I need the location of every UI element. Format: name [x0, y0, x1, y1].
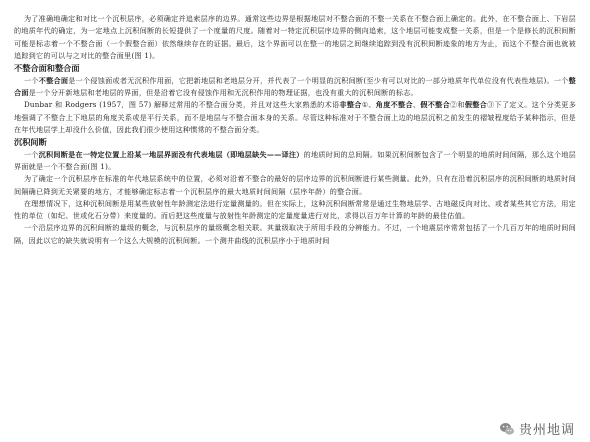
- paragraph-unconformity-definition: 一个不整合面是一个侵蚀面或者无沉积作用面，它把新地层和老地层分开，并代表了一个明显的沉积间断(至少有可以对比的一部分地质年代单位没有代表性地层)。一个整合面是一个分开新地层和老地层的界面，但是沿着它没有侵蚀作用和无沉积作用的物理证据，也没有重大的沉积间断的标志。: [14, 75, 577, 97]
- wechat-icon: [499, 421, 515, 437]
- paragraph-classification: Dunbar 和 Rodgers (1957，图 57) 解释过常用的不整合面分类，并且对这些大家熟悉的术语非整合①、角度不整合、假不整合②和假整合③下了定义。这个分类更多地强调了不整合上下地层的角度关系或是平行关系，而不是地层与不整合面本身的关系。尽管这种标准对于不整合面上边的地层沉积之前发生的褶皱程度给予某种指示，但是在年代地层学上却没什么价值，因此我们很少使用这种惯常的不整合面分类。: [14, 100, 577, 134]
- term-disconformity: 假不整合: [420, 100, 450, 110]
- term-angular-unconformity: 角度不整合: [375, 100, 413, 110]
- section-heading-unconformity: 不整合面和整合面: [14, 63, 80, 74]
- watermark: [496, 419, 578, 438]
- paragraph-hiatus-measurement: 为了确定一个沉积层序在标准的年代地层系统中的位置，必须对沿着不整合的最好的层序边界的沉积间断进行某些测量。此外，只有在沿着沉积层序的沉积间断的地质时间间隔确已降到无关紧要的地方，才能够确定标志着一个沉积层序的最大地质时间间隔（层序年龄）的整合面。: [14, 174, 576, 196]
- section-heading-hiatus: 沉积间断: [14, 137, 47, 148]
- term-hiatus: 沉积间断是在一特定位置上沿某一地层界面没有代表地层（即地层缺失——译注）: [38, 149, 304, 159]
- term-nonconformity: 非整合: [339, 100, 362, 110]
- term-paraconformity: 假整合: [464, 100, 488, 110]
- paragraph-magnitude: 一个沿层序边界的沉积间断的量级的概念，与沉积层序的量级概念相关联。其量级取决于所用手段的分辨能力。不过，一个地震层序常常包括了一个几百万年的地质时间间隔，因此以它的缺失就说明有一个这么大规模的沉积间断。一个测井曲线的沉积层序小于地质时间: [14, 223, 576, 245]
- term-unconformity: 不整合面: [38, 75, 69, 85]
- term-conformity: 整合面: [14, 75, 577, 97]
- paragraph-intro: 为了准确地确定和对比一个沉积层序，必须确定并追索层序的边界。通常这些边界是根据地层对不整合面的不整一关系在不整合面上确定的。此外，在不整合面上、下岩层的地质年代的确定，为一定地点上沉积间断的长短提供了一个度量的尺度。随着对一特定沉积层序边界的侧向追索，这个地层可能变成整一关系，但是一个是修长的沉积间断可能是标志着一个不整合面（一个假整合面）依然继续存在的证据。最后，这个界面可以在整一的地层之间继续追踪到没有沉积间断迹象的地方为止，而这个不整合面也就被追踪到它的可以与之对比的整合面里(图 1)。: [14, 14, 576, 60]
- paragraph-ideal-case: 在理想情况下，这种沉积间断是用某些放射性年龄测定法进行定量测量的。但在实际上，这种沉积间断常常是通过生物地层学、古地磁反向对比、或者某些其它方法，用定性的单位（如纪、世或化石分带）来度量的。而后把这些度量与放射性年龄测定的定量度量进行对比，求得以百万年计算的年龄的最佳估值。: [14, 198, 576, 221]
- watermark-text: 贵州地调: [518, 423, 575, 438]
- paragraph-hiatus-definition: 一个沉积间断是在一特定位置上沿某一地层界面没有代表地层（即地层缺失——译注）的地质时间的总间隔。如果沉积间断包含了一个明显的地质时间间隔，那么这个地层界面就是一个不整合面(图 1)。: [14, 149, 577, 171]
